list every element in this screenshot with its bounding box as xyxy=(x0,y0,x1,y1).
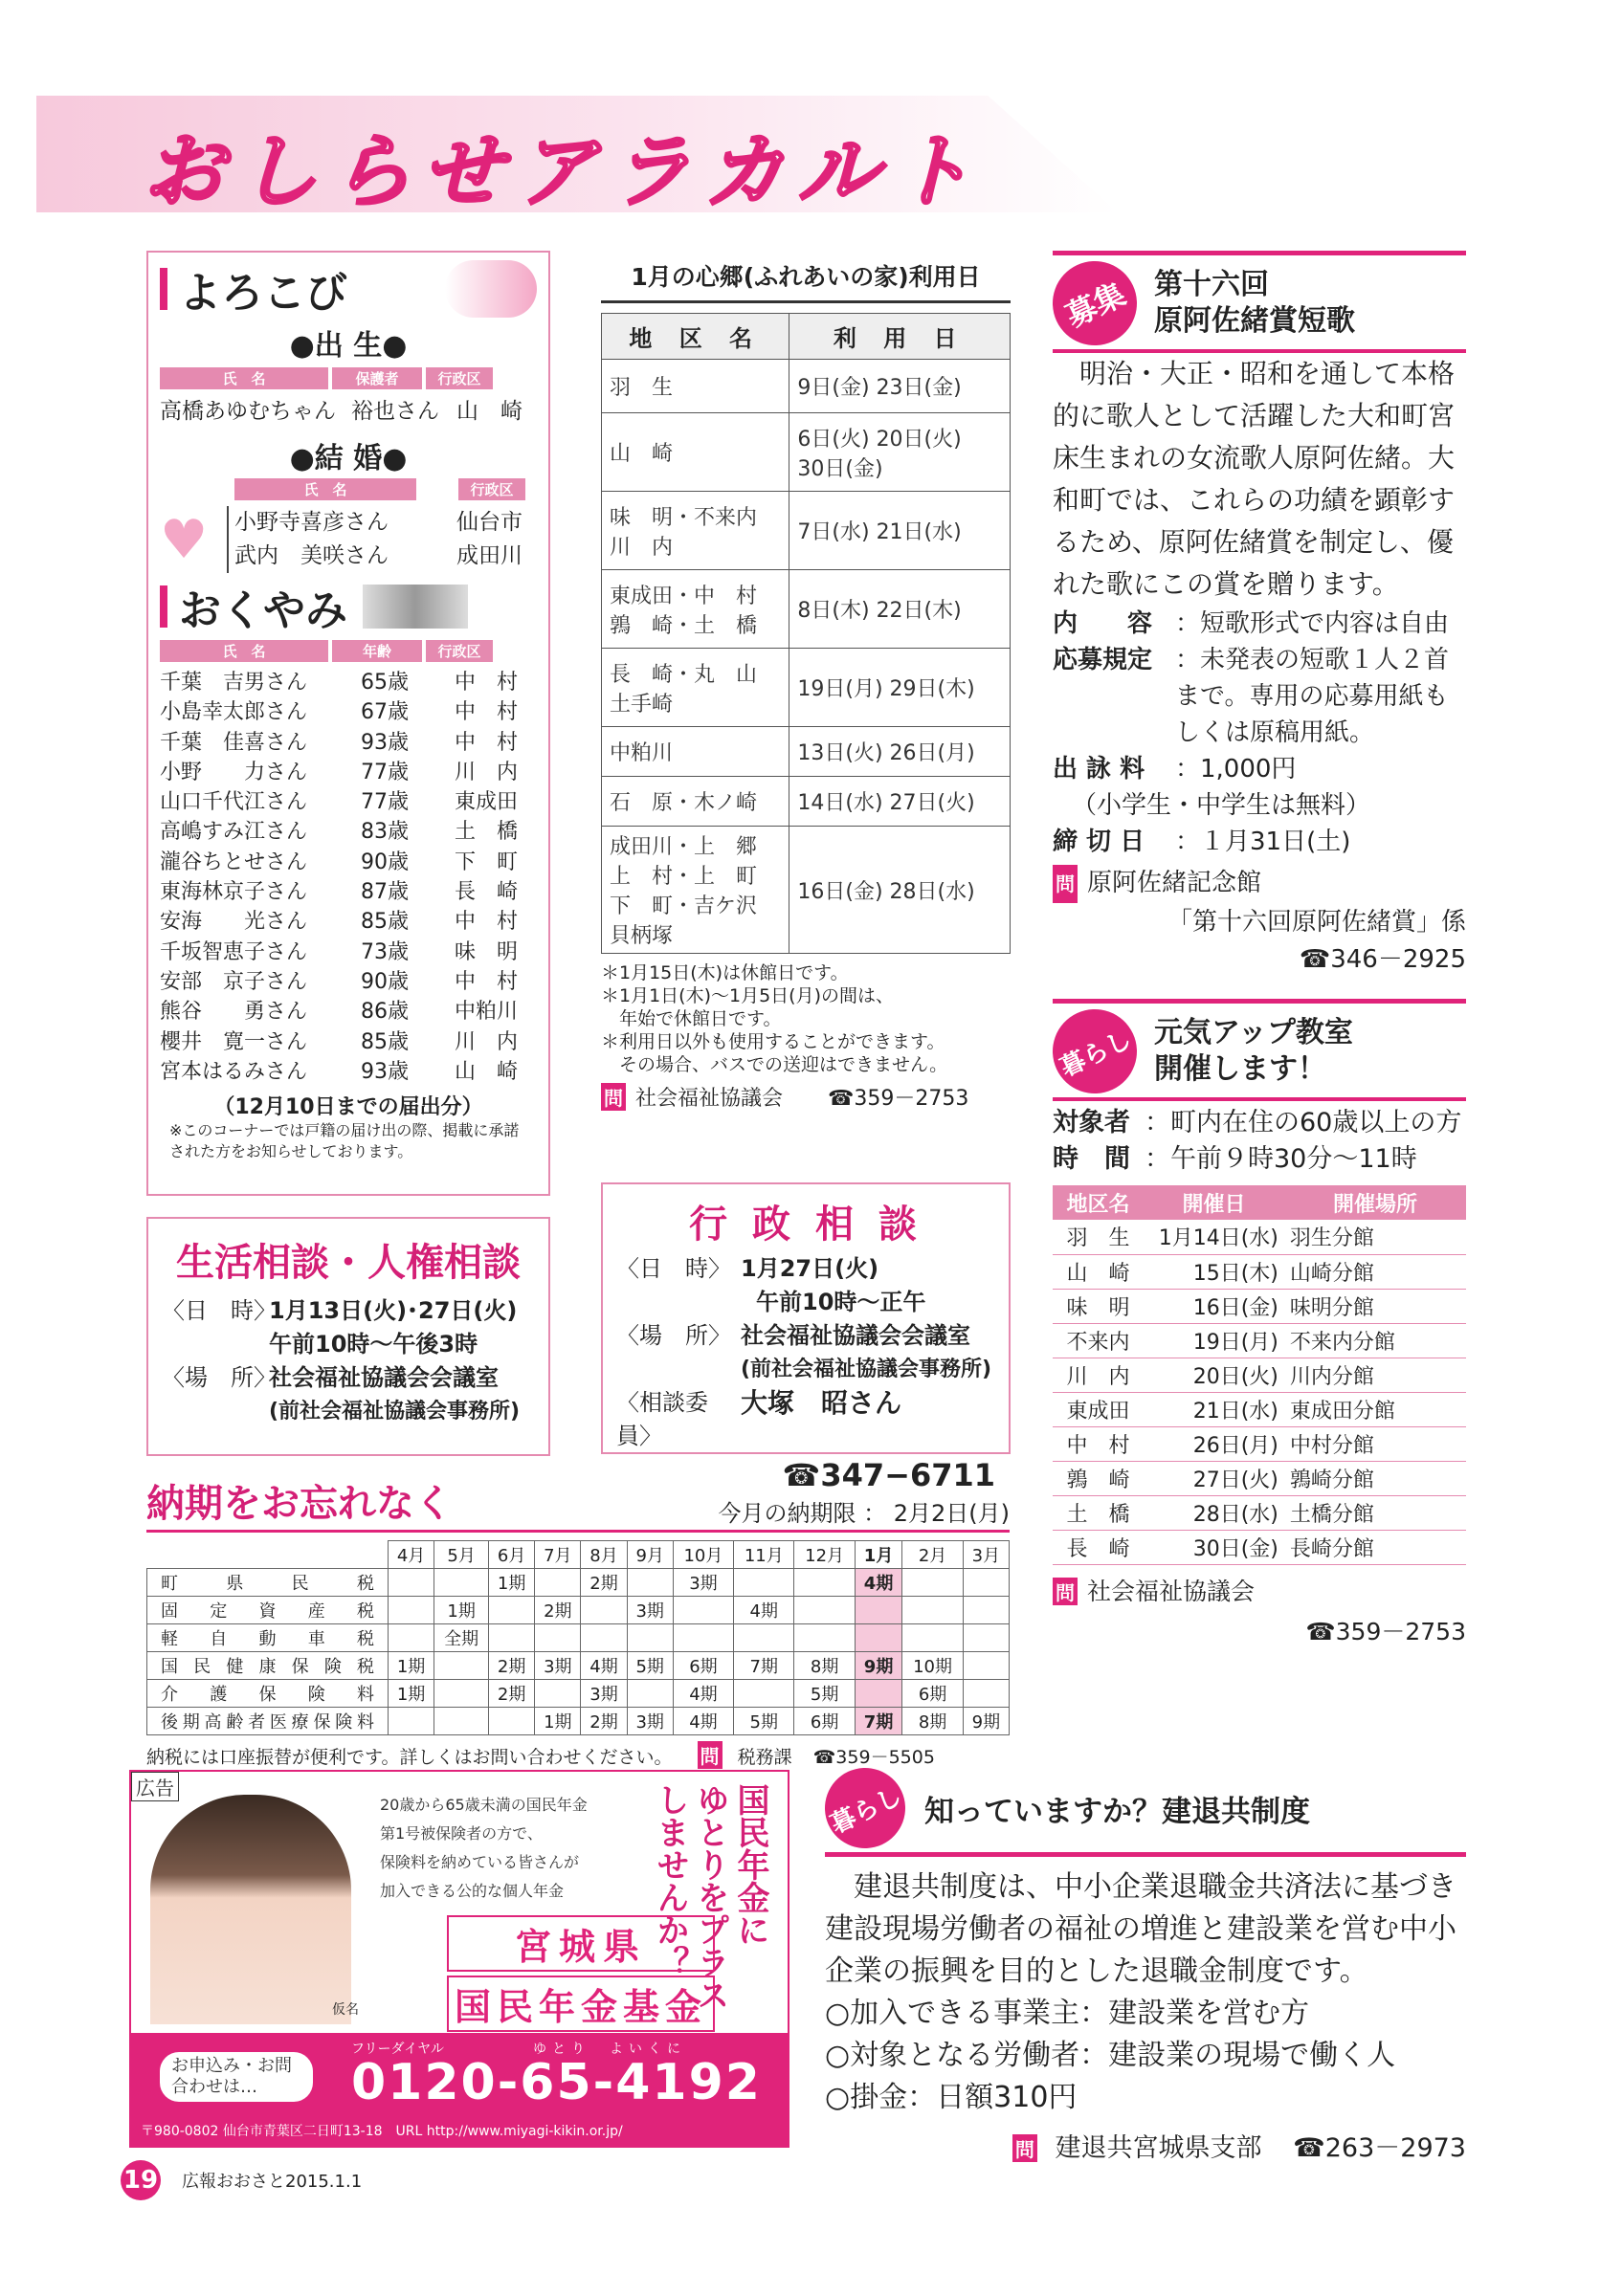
tax-cell: 5期 xyxy=(794,1680,855,1708)
tax-label: 町県民税 xyxy=(147,1569,389,1597)
genki-area: 味 明 xyxy=(1053,1289,1144,1323)
tax-cell xyxy=(581,1597,627,1624)
tax-cell xyxy=(855,1597,902,1624)
tax-label: 国民健康保険税 xyxy=(147,1652,389,1680)
genki-date: 28日(水) xyxy=(1144,1495,1284,1530)
tax-cell: 6期 xyxy=(673,1652,733,1680)
tanka-item xyxy=(1053,751,1466,787)
shingo-area: 羽 生 xyxy=(602,360,789,413)
genki-area: 長 崎 xyxy=(1053,1530,1144,1564)
tax-corner xyxy=(147,1541,389,1569)
tax-label: 固定資産税 xyxy=(147,1597,389,1624)
ad-photo xyxy=(150,1795,351,2024)
okuyami-area: 東成田 xyxy=(455,790,519,815)
tax-cell xyxy=(963,1624,1009,1652)
tax-cell: 1期 xyxy=(535,1708,581,1735)
tax-cell xyxy=(627,1569,673,1597)
tax-cell: 10期 xyxy=(902,1652,963,1680)
tax-label: 介護保険料 xyxy=(147,1680,389,1708)
tax-cell xyxy=(434,1708,489,1735)
shingo-area: 東成田・中 村 鶉 崎・土 橋 xyxy=(602,570,789,649)
genki-date: 27日(火) xyxy=(1144,1461,1284,1495)
genki-area: 羽 生 xyxy=(1053,1220,1144,1254)
tax-cell xyxy=(794,1624,855,1652)
page-title: おしらせアラカルト xyxy=(144,124,986,218)
tax-title: 納期をお忘れなく xyxy=(146,1482,453,1526)
shingo-row xyxy=(602,570,1011,649)
okuyami-age: 77歳 xyxy=(361,760,409,784)
okuyami-area: 山 崎 xyxy=(455,1059,519,1084)
tax-cell: 1期 xyxy=(389,1680,434,1708)
shingo-area: 山 崎 xyxy=(602,413,789,492)
tax-cell xyxy=(673,1624,733,1652)
tanka-item-value: ：未発表の短歌１人２首まで。専用の応募用紙もしくは原稿用紙。 xyxy=(1175,646,1450,747)
tax-cell: 6期 xyxy=(902,1680,963,1708)
tax-cell: 9期 xyxy=(963,1708,1009,1735)
tax-section: 納期をお忘れなく 今月の納期限 ： 2月2日(月) 4月 5月 6月 7月 8月 9月 10月 11月 12月 1月 2月 3月 町県民税 1期 2期 3期 4期 固定資産税 1期 2期 3期 4期 軽自動車税 全期 国民健康保険税 1期 2期 3期 4期 5期 6期 7期 8期 9期 10期 介護保険料 1期 2期 3期 4期 5期 6期 後期高齢者医療保険料 1期 2期 3期 4期 5期 6期 7期 8期 9期 納税には口座振替が便利です。詳しくはお問い合わせください。 問 税務課 ☎359－5505 xyxy=(146,1473,1010,1769)
genki-area: 東成田 xyxy=(1053,1392,1144,1426)
okuyami-age: 93歳 xyxy=(361,1059,409,1084)
shingo-days: 16日(金) 28日(水) xyxy=(789,827,1011,954)
tanka-item xyxy=(1053,606,1466,642)
okuyami-name: 千葉 佳喜さん xyxy=(160,730,308,755)
tax-cell: 9期 xyxy=(855,1652,902,1680)
tanka-item-key xyxy=(1053,787,1072,824)
shingo-contact: 問 社会福祉協議会 ☎359－2753 xyxy=(601,1082,1011,1112)
tax-cell: 4期 xyxy=(581,1652,627,1680)
genki-date: 16日(金) xyxy=(1144,1289,1284,1323)
tax-cell xyxy=(535,1680,581,1708)
tax-cell xyxy=(489,1624,535,1652)
tanka-item xyxy=(1053,824,1466,860)
genki-row xyxy=(1053,1530,1466,1564)
tax-cell xyxy=(434,1652,489,1680)
flower-illustration xyxy=(363,585,468,629)
tanka-item-key: 内 容 xyxy=(1053,609,1153,638)
tax-cell xyxy=(963,1569,1009,1597)
okuyami-row xyxy=(160,877,537,907)
okuyami-row xyxy=(160,1057,537,1087)
tax-cell: 2期 xyxy=(535,1597,581,1624)
seikatsu-title: 生活相談・人権相談 xyxy=(176,1241,521,1285)
tax-cell: 2期 xyxy=(581,1708,627,1735)
shingo-row xyxy=(602,413,1011,492)
shingo-note: ＊利用日以外も使用することができます。 xyxy=(601,1031,945,1052)
yorokobi-heading: よろこび xyxy=(160,260,537,318)
genki-area: 中 村 xyxy=(1053,1426,1144,1461)
tax-month: 1月 xyxy=(855,1541,902,1569)
shingo-row xyxy=(602,777,1011,827)
tax-cell xyxy=(963,1652,1009,1680)
genki-row xyxy=(1053,1358,1466,1392)
genki-area: 土 橋 xyxy=(1053,1495,1144,1530)
okuyami-age: 83歳 xyxy=(361,820,409,845)
tanka-item-value: ：1,000円 xyxy=(1175,755,1297,784)
okuyami-name: 小島幸太郎さん xyxy=(160,700,308,725)
genki-place: 川内分館 xyxy=(1284,1358,1466,1392)
okuyami-area: 中 村 xyxy=(455,910,519,935)
okuyami-age: 90歳 xyxy=(361,969,409,994)
tanka-item-value: ：短歌形式で内容は自由 xyxy=(1175,609,1450,638)
gyosei-box: 行 政 相 談 〈日 時〉 1月27日(火) 午前10時～正午 〈場 所〉 社会福祉協議会会議室 (前社会福祉協議会事務所) 〈相談委員〉 大塚 昭さん ☎347−6711 xyxy=(601,1182,1011,1454)
tax-month: 7月 xyxy=(535,1541,581,1569)
okuyami-age: 73歳 xyxy=(361,939,409,964)
okuyami-age: 65歳 xyxy=(361,671,409,695)
okuyami-age: 93歳 xyxy=(361,730,409,755)
okuyami-row xyxy=(160,728,537,758)
birth-columns: 氏 名 保護者 行政区 xyxy=(160,367,537,389)
okuyami-age: 86歳 xyxy=(361,1000,409,1025)
shingo-days: 7日(水) 21日(水) xyxy=(789,492,1011,570)
tanka-item xyxy=(1053,642,1466,751)
baby-illustration xyxy=(445,260,537,318)
tax-cell xyxy=(794,1569,855,1597)
tax-cell xyxy=(902,1569,963,1597)
tax-cell xyxy=(627,1680,673,1708)
tax-month: 5月 xyxy=(434,1541,489,1569)
tax-cell xyxy=(389,1624,434,1652)
okuyami-row xyxy=(160,1027,537,1057)
shingo-row xyxy=(602,360,1011,413)
inquiry-icon: 問 xyxy=(1053,1578,1078,1605)
tax-cell: 8期 xyxy=(794,1652,855,1680)
okuyami-age: 87歳 xyxy=(361,880,409,905)
tax-row xyxy=(147,1652,1010,1680)
shingo-row xyxy=(602,649,1011,727)
okuyami-name: 東海林京子さん xyxy=(160,880,308,905)
okuyami-age: 85歳 xyxy=(361,910,409,935)
okuyami-area: 下 町 xyxy=(455,850,519,874)
shingo-days: 6日(火) 20日(火) 30日(金) xyxy=(789,413,1011,492)
page-number: 19 xyxy=(121,2160,161,2200)
genki-date: 15日(木) xyxy=(1144,1254,1284,1289)
tax-label: 後期高齢者医療保険料 xyxy=(147,1708,389,1735)
tanka-item-key: 応募規定 xyxy=(1053,646,1153,674)
tax-cell xyxy=(794,1597,855,1624)
shingo-row xyxy=(602,727,1011,777)
ad-caption: 仮名 xyxy=(332,2002,359,2018)
recruit-badge: 募集 xyxy=(1039,248,1151,360)
genki-row xyxy=(1053,1323,1466,1358)
okuyami-area: 中粕川 xyxy=(455,1000,519,1025)
okuyami-area: 中 村 xyxy=(455,730,519,755)
heart-icon: ♥ xyxy=(160,508,209,571)
genki-table: 地区名 開催日 開催場所 羽 生 1月14日(水) 羽生分館 山 崎 15日(木) 山崎分館 味 明 16日(金) 味明分館 不来内 19日(月) 不来内分館 川 内 20日(火) 川内分館 東成田 21日(水) 東成田分館 中 村 26日(月) 中村分館 鶉 崎 27日(火) 鶉崎分館 土 橋 28日(水) 土橋分館 長 崎 30日(金) 長崎分館 xyxy=(1053,1185,1466,1565)
tax-cell: 4期 xyxy=(673,1680,733,1708)
seikatsu-box: 生活相談・人権相談 〈日 時〉 1月13日(火)･27日(火) 午前10時～午後3時 〈場 所〉 社会福祉協議会会議室 (前社会福祉協議会事務所) xyxy=(146,1217,550,1456)
tanka-item-key: 締 切 日 xyxy=(1053,828,1145,856)
genki-place: 不来内分館 xyxy=(1284,1323,1466,1358)
okuyami-age: 77歳 xyxy=(361,790,409,815)
life-badge-2: 暮らし xyxy=(812,1755,919,1862)
okuyami-name: 安部 京子さん xyxy=(160,969,308,994)
okuyami-name: 千坂智恵子さん xyxy=(160,939,308,964)
okuyami-name: 櫻井 寛一さん xyxy=(160,1029,308,1054)
tax-cell xyxy=(434,1569,489,1597)
marriage-rows: ♥ 小野寺喜彦さん 仙台市 武内 美咲さん 成田川 xyxy=(160,506,537,573)
tax-cell xyxy=(734,1624,794,1652)
okuyami-age: 67歳 xyxy=(361,700,409,725)
genki-date: 1月14日(水) xyxy=(1144,1220,1284,1254)
tax-cell xyxy=(855,1680,902,1708)
shingo-days: 8日(木) 22日(木) xyxy=(789,570,1011,649)
tax-cell: 5期 xyxy=(627,1652,673,1680)
genki-row xyxy=(1053,1461,1466,1495)
tanka-body: 明治・大正・昭和を通して本格的に歌人として活躍した大和町宮床生まれの女流歌人原阿佐緒。大和町では、これらの功績を顕彰するため、原阿佐緒賞を制定し、優れた歌にこの賞を贈ります。 xyxy=(1053,358,1456,600)
tax-cell xyxy=(673,1597,733,1624)
kentai-section: 暮らし 知っていますか？建退共制度 建退共制度は、中小企業退職金共済法に基づき建設現場労働者の福祉の増進と建設業を営む中小企業の振興を目的とした退職金制度です。 ○加入できる事業主：建設業を営む方 ○対象となる労働者：建設業の現場で働く人 ○掛金：日額310円 問 建退共宮城県支部 ☎263－2973 xyxy=(825,1768,1466,2164)
tax-month: 9月 xyxy=(627,1541,673,1569)
okuyami-name: 高嶋すみ江さん xyxy=(160,820,308,845)
tax-cell xyxy=(902,1624,963,1652)
tax-cell xyxy=(489,1708,535,1735)
genki-date: 26日(月) xyxy=(1144,1426,1284,1461)
tax-cell: 4期 xyxy=(855,1569,902,1597)
shingo-area: 中粕川 xyxy=(602,727,789,777)
okuyami-heading: おくやみ xyxy=(160,579,537,634)
genki-area: 不来内 xyxy=(1053,1323,1144,1358)
life-badge: 暮らし xyxy=(1039,996,1151,1108)
okuyami-area: 中 村 xyxy=(455,700,519,725)
okuyami-columns: 氏 名 年齢 行政区 xyxy=(160,640,537,662)
tax-cell: 8期 xyxy=(902,1708,963,1735)
tax-cell: 5期 xyxy=(734,1708,794,1735)
shingo-area: 石 原・木ノ崎 xyxy=(602,777,789,827)
okuyami-area: 中 村 xyxy=(455,969,519,994)
shingo-title: 1月の心郷(ふれあいの家)利用日 xyxy=(601,251,1011,303)
genki-area: 山 崎 xyxy=(1053,1254,1144,1289)
tax-cell: 7期 xyxy=(734,1652,794,1680)
genki-row xyxy=(1053,1254,1466,1289)
genki-row xyxy=(1053,1392,1466,1426)
genki-place: 東成田分館 xyxy=(1284,1392,1466,1426)
marriage-columns: 氏 名 行政区 xyxy=(160,478,537,500)
genki-date: 21日(水) xyxy=(1144,1392,1284,1426)
tanka-section: 募集 第十六回 原阿佐緒賞短歌 明治・大正・昭和を通して本格的に歌人として活躍した大和町宮床生まれの女流歌人原阿佐緒。大和町では、これらの功績を顕彰するため、原阿佐緒賞を制定し、優れた歌にこの賞を贈ります。 内 容 ：短歌形式で内容は自由 応募規定 ：未発表の短歌１人２首まで。専用の応募用紙もしくは原稿用紙。 出 詠 料 ：1,000円 （小学生・中学生は無料） 締 切 日 ：１月31日(土) 問 原阿佐緒記念館 「第十六回原阿佐緒賞」係 ☎346－2925 xyxy=(1053,251,1466,978)
genki-place: 山崎分館 xyxy=(1284,1254,1466,1289)
okuyami-row xyxy=(160,668,537,697)
okuyami-name: 瀧谷ちとせさん xyxy=(160,850,308,874)
tax-month: 12月 xyxy=(794,1541,855,1569)
tax-cell: 4期 xyxy=(673,1708,733,1735)
shingo-table: 地 区 名 利 用 日 羽 生 9日(金) 23日(金) 山 崎 6日(火) 20日(火) 30日(金) 味 明・不来内 川 内 7日(水) 21日(水) 東成田・中 村 鶉 崎・土 橋 8日(木) 22日(木) 長 崎・丸 山 土手崎 19日(月) 29日(木) 中粕川 13日(火) 26日(月) 石 原・木ノ崎 14日(水) 27日(火) 成田川・上 郷 上 村・上 町 下 町・吉ケ沢 貝柄塚 16日(金) 28日(水) xyxy=(601,313,1011,954)
shingo-days: 14日(水) 27日(火) xyxy=(789,777,1011,827)
tax-row xyxy=(147,1569,1010,1597)
shingo-days: 9日(金) 23日(金) xyxy=(789,360,1011,413)
shingo-section xyxy=(601,251,1011,1112)
tax-label: 軽自動車税 xyxy=(147,1624,389,1652)
okuyami-name: 山口千代江さん xyxy=(160,790,308,815)
okuyami-row xyxy=(160,787,537,817)
okuyami-deadline: （12月10日までの届出分） xyxy=(213,1095,483,1120)
shingo-area: 長 崎・丸 山 土手崎 xyxy=(602,649,789,727)
shingo-row xyxy=(602,827,1011,954)
okuyami-area: 味 明 xyxy=(455,939,519,964)
okuyami-name: 安海 光さん xyxy=(160,910,308,935)
okuyami-name: 宮本はるみさん xyxy=(160,1059,308,1084)
shingo-days: 13日(火) 26日(月) xyxy=(789,727,1011,777)
ad-footer: お申込み・お問合わせは… フリーダイヤル ゆとり よいくに 0120-65-4192 〒980-0802 仙台市青葉区二日町13-18 URL http://www.miyagi-kikin.or.jp/ xyxy=(131,2033,788,2146)
genki-section: 暮らし 元気アップ教室 開催します！ 対象者 ：町内在住の60歳以上の方 時 間 ：午前９時30分～11時 地区名 開催日 開催場所 羽 生 1月14日(水) 羽生分館 山 崎 15日(木) 山崎分館 味 明 16日(金) 味明分館 不来内 19日(月) 不来内分館 川 内 20日(火) 川内分館 東成田 21日(水) 東成田分館 中 村 26日(月) 中村分館 鶉 崎 27日(火) 鶉崎分館 土 橋 28日(水) 土橋分館 長 崎 30日(金) 長崎分館 問 社会福祉協議会 ☎359－2753 xyxy=(1053,999,1466,1647)
genki-place: 土橋分館 xyxy=(1284,1495,1466,1530)
okuyami-row xyxy=(160,758,537,787)
shingo-note: ＊1月15日(木)は休館日です。 xyxy=(601,962,849,983)
tax-cell xyxy=(535,1624,581,1652)
tax-cell: 7期 xyxy=(855,1708,902,1735)
tax-row xyxy=(147,1708,1010,1735)
tax-header-row xyxy=(147,1541,1010,1569)
okuyami-age: 85歳 xyxy=(361,1029,409,1054)
tax-cell xyxy=(581,1624,627,1652)
genki-date: 19日(月) xyxy=(1144,1323,1284,1358)
tax-month: 2月 xyxy=(902,1541,963,1569)
okuyami-row xyxy=(160,967,537,997)
okuyami-age: 90歳 xyxy=(361,850,409,874)
tax-month: 3月 xyxy=(963,1541,1009,1569)
tax-cell: 2期 xyxy=(489,1680,535,1708)
ad-org: 宮城県 国民年金基金 xyxy=(447,1915,715,2032)
birth-title: ●出 生● xyxy=(289,329,408,363)
okuyami-list xyxy=(160,668,537,1087)
genki-row xyxy=(1053,1220,1466,1254)
okuyami-area: 中 村 xyxy=(455,671,519,695)
tax-row xyxy=(147,1624,1010,1652)
okuyami-area: 長 崎 xyxy=(455,880,519,905)
genki-area: 鶉 崎 xyxy=(1053,1461,1144,1495)
yorokobi-box xyxy=(146,251,550,1196)
ad-label: 広告 xyxy=(131,1772,179,1801)
tax-cell xyxy=(389,1569,434,1597)
okuyami-area: 川 内 xyxy=(455,760,519,784)
birth-row: 高橋あゆむちゃん 裕也さん 山 崎 xyxy=(160,399,522,424)
tax-cell: 6期 xyxy=(794,1708,855,1735)
tanka-item-value: （小学生・中学生は無料） xyxy=(1072,791,1371,820)
tax-cell xyxy=(734,1680,794,1708)
tax-cell: 3期 xyxy=(627,1597,673,1624)
genki-area: 川 内 xyxy=(1053,1358,1144,1392)
tax-cell xyxy=(389,1708,434,1735)
tax-month: 11月 xyxy=(734,1541,794,1569)
tax-deadline: 今月の納期限 ： 2月2日(月) xyxy=(718,1500,1010,1527)
kentai-body: 建退共制度は、中小企業退職金共済法に基づき建設現場労働者の福祉の増進と建設業を営む中小企業の振興を目的とした退職金制度です。 xyxy=(825,1870,1456,1988)
ad-box: 広告 仮名 20歳から65歳未満の国民年金 第1号被保険者の方で、 保険料を納めている皆さんが 加入できる公的な個人年金 国民年金に ゆとりをプラス しませんか？ 宮城県 国民年金基金 お申込み・お問合わせは… フリーダイヤル ゆとり よいくに 0120-65-4192 〒980-0802 仙台市青葉区二日町13-18 URL http://www.miyagi-kikin.or.jp/ xyxy=(129,1770,789,2148)
tax-month: 8月 xyxy=(581,1541,627,1569)
tax-cell xyxy=(627,1624,673,1652)
shingo-notes xyxy=(601,961,1011,1076)
tax-cell: 3期 xyxy=(673,1569,733,1597)
genki-row xyxy=(1053,1426,1466,1461)
shingo-note: その場合、バスでの送迎はできません。 xyxy=(601,1054,948,1075)
genki-place: 長崎分館 xyxy=(1284,1530,1466,1564)
tax-cell: 4期 xyxy=(734,1597,794,1624)
genki-row xyxy=(1053,1289,1466,1323)
okuyami-row xyxy=(160,997,537,1027)
tanka-item xyxy=(1053,787,1466,824)
tax-month: 6月 xyxy=(489,1541,535,1569)
shingo-area: 味 明・不来内 川 内 xyxy=(602,492,789,570)
shingo-note: 年始で休館日です。 xyxy=(601,1008,782,1029)
tanka-item-key: 出 詠 料 xyxy=(1053,755,1145,784)
tax-cell xyxy=(389,1597,434,1624)
tax-cell: 1期 xyxy=(389,1652,434,1680)
genki-place: 味明分館 xyxy=(1284,1289,1466,1323)
okuyami-row xyxy=(160,907,537,937)
okuyami-row xyxy=(160,697,537,727)
tax-cell xyxy=(963,1597,1009,1624)
tax-cell: 1期 xyxy=(489,1569,535,1597)
genki-date: 30日(金) xyxy=(1144,1530,1284,1564)
tanka-item-value: ：１月31日(土) xyxy=(1175,828,1351,856)
tax-cell xyxy=(535,1569,581,1597)
genki-place: 鶉崎分館 xyxy=(1284,1461,1466,1495)
inquiry-icon: 問 xyxy=(1053,865,1078,903)
tax-row xyxy=(147,1680,1010,1708)
genki-date: 20日(火) xyxy=(1144,1358,1284,1392)
inquiry-icon: 問 xyxy=(601,1083,626,1111)
genki-row xyxy=(1053,1495,1466,1530)
tax-cell xyxy=(855,1624,902,1652)
ad-phone[interactable]: 0120-65-4192 xyxy=(351,2054,762,2111)
okuyami-name: 小野 力さん xyxy=(160,760,308,784)
tax-cell xyxy=(489,1597,535,1624)
inquiry-icon: 問 xyxy=(698,1741,723,1769)
okuyami-row xyxy=(160,938,537,967)
shingo-row xyxy=(602,492,1011,570)
inquiry-icon: 問 xyxy=(1012,2134,1037,2162)
tax-month: 10月 xyxy=(673,1541,733,1569)
okuyami-row xyxy=(160,848,537,877)
shingo-area: 成田川・上 郷 上 村・上 町 下 町・吉ケ沢 貝柄塚 xyxy=(602,827,789,954)
tax-cell: 2期 xyxy=(489,1652,535,1680)
okuyami-name: 熊谷 勇さん xyxy=(160,1000,308,1025)
okuyami-row xyxy=(160,817,537,847)
shingo-days: 19日(月) 29日(木) xyxy=(789,649,1011,727)
okuyami-name: 千葉 吉男さん xyxy=(160,671,308,695)
genki-place: 羽生分館 xyxy=(1284,1220,1466,1254)
gyosei-title: 行 政 相 談 xyxy=(689,1203,923,1247)
marriage-title: ●結 婚● xyxy=(289,442,408,475)
tax-month: 4月 xyxy=(389,1541,434,1569)
tax-cell xyxy=(902,1597,963,1624)
tanka-items xyxy=(1053,606,1466,860)
tax-cell xyxy=(434,1680,489,1708)
okuyami-area: 川 内 xyxy=(455,1029,519,1054)
tax-cell xyxy=(734,1569,794,1597)
okuyami-area: 土 橋 xyxy=(455,820,519,845)
tax-cell: 1期 xyxy=(434,1597,489,1624)
footer-text: 広報おおさと2015.1.1 xyxy=(182,2172,363,2192)
okuyami-note: ※このコーナーでは戸籍の届け出の際、掲載に承諾された方をお知らせしております。 xyxy=(169,1121,520,1161)
tax-table xyxy=(146,1540,1010,1735)
genki-place: 中村分館 xyxy=(1284,1426,1466,1461)
tax-cell: 全期 xyxy=(434,1624,489,1652)
tax-row xyxy=(147,1597,1010,1624)
tax-cell: 2期 xyxy=(581,1569,627,1597)
tax-cell: 3期 xyxy=(627,1708,673,1735)
tax-cell: 3期 xyxy=(535,1652,581,1680)
tax-cell xyxy=(963,1680,1009,1708)
shingo-note: ＊1月1日(木)～1月5日(月)の間は、 xyxy=(601,985,895,1006)
tax-cell: 3期 xyxy=(581,1680,627,1708)
